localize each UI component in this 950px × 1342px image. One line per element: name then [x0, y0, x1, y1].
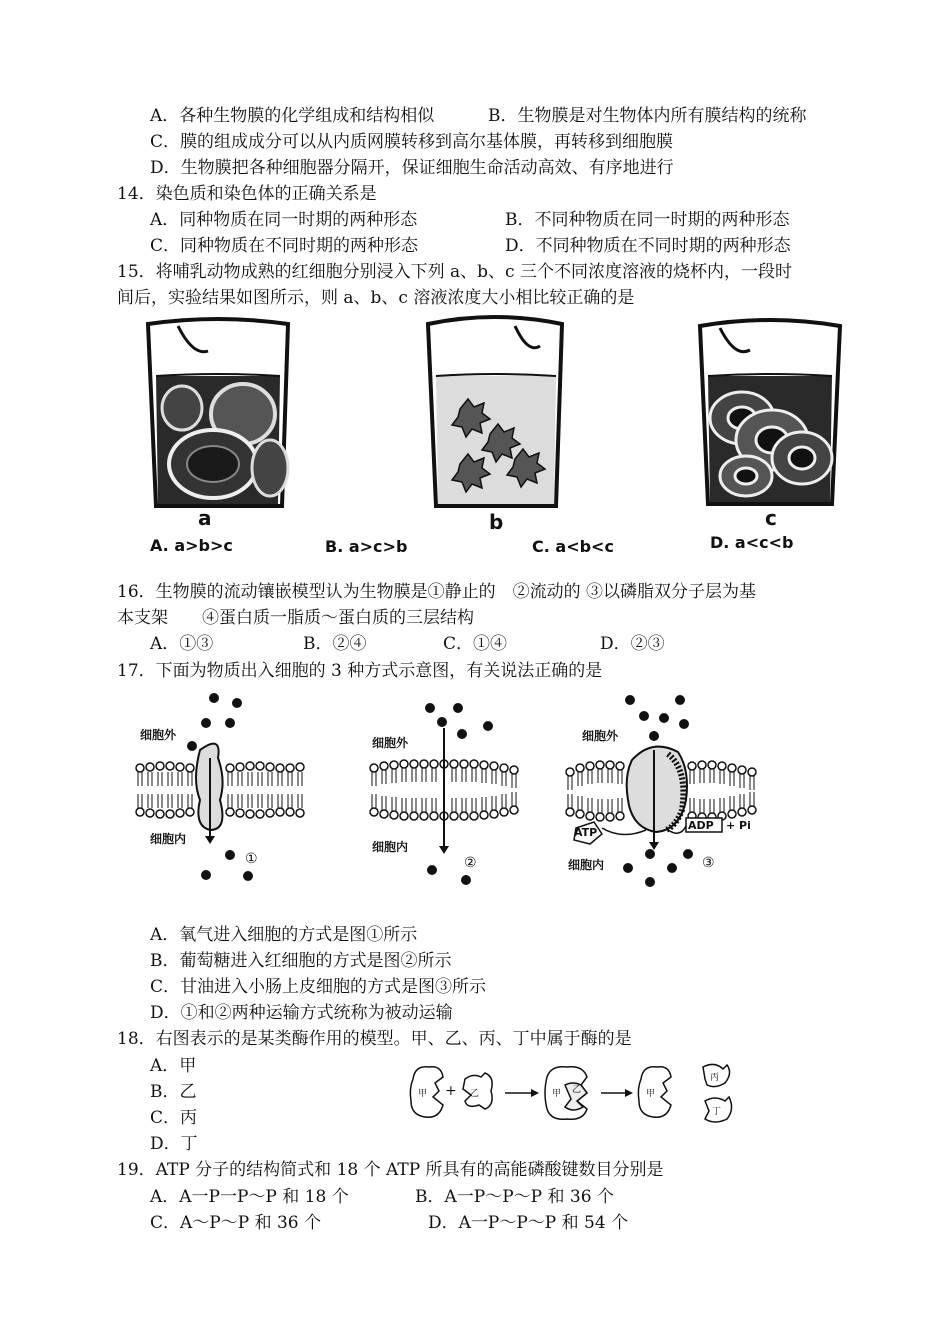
beaker-b [420, 314, 570, 514]
diagram1-outside-label: 细胞外 [140, 728, 177, 742]
q19-option-d: D．A一P～P～P 和 54 个 [428, 1213, 629, 1233]
diagram2-number: ② [464, 855, 477, 871]
diagram3-inside-label: 细胞内 [568, 858, 605, 872]
q14-option-b: B．不同种物质在同一时期的两种形态 [505, 210, 790, 230]
q16-option-c: C．①④ [443, 634, 508, 654]
transport-diagram-1 [130, 690, 320, 890]
q18-option-a: A．甲 [150, 1056, 197, 1076]
beaker-b-label: b [489, 510, 504, 534]
q19-option-a: A．A一P一P～P 和 18 个 [150, 1187, 349, 1207]
q18-option-b: B．乙 [150, 1082, 197, 1102]
q16-stem-line2: 本支架 ④蛋白质一脂质～蛋白质的三层结构 [117, 608, 474, 628]
product-ding-label: 丁 [712, 1107, 722, 1117]
enzyme-jia-label: 甲 [418, 1089, 428, 1099]
q13-option-b: B．生物膜是对生物体内所有膜结构的统称 [488, 106, 807, 126]
q16-option-d: D．②③ [600, 634, 665, 654]
q15-option-d: D. a<c<b [710, 533, 794, 552]
diagram1-inside-label: 细胞内 [150, 832, 187, 846]
q15-option-b: B. a>c>b [325, 537, 408, 556]
q13-option-a: A．各种生物膜的化学组成和结构相似 [150, 106, 435, 126]
q17-option-b: B．葡萄糖进入红细胞的方式是图②所示 [150, 951, 452, 971]
atp-label: ATP [574, 826, 598, 839]
diagram3-outside-label: 细胞外 [582, 729, 619, 743]
product-bing-label: 丙 [710, 1073, 720, 1083]
pi-label: + Pi [726, 819, 751, 832]
beaker-a [138, 316, 298, 516]
q18-stem: 18．右图表示的是某类酶作用的模型。甲、乙、丙、丁中属于酶的是 [117, 1029, 632, 1049]
q17-option-c: C．甘油进入小肠上皮细胞的方式是图③所示 [150, 977, 487, 997]
transport-diagram-2 [362, 700, 532, 890]
q17-stem: 17．下面为物质出入细胞的 3 种方式示意图，有关说法正确的是 [117, 661, 603, 681]
q19-option-c: C．A～P～P 和 36 个 [150, 1213, 322, 1233]
q15-option-c: C. a<b<c [532, 537, 614, 556]
enzyme-jia-label-2: 甲 [646, 1089, 656, 1099]
q18-option-c: C．丙 [150, 1108, 198, 1128]
diagram2-inside-label: 细胞内 [372, 840, 409, 854]
q17-option-a: A．氧气进入细胞的方式是图①所示 [150, 925, 418, 945]
beaker-c [690, 318, 850, 513]
diagram2-outside-label: 细胞外 [372, 736, 409, 750]
q18-option-d: D．丁 [150, 1134, 198, 1154]
q14-option-a: A．同种物质在同一时期的两种形态 [150, 210, 418, 230]
q17-option-d: D．①和②两种运输方式统称为被动运输 [150, 1003, 453, 1023]
q16-option-b: B．②④ [303, 634, 367, 654]
enzyme-complex-yi-label: 乙 [572, 1085, 582, 1095]
beaker-a-label: a [198, 506, 212, 530]
q13-option-d: D．生物膜把各种细胞器分隔开，保证细胞生命活动高效、有序地进行 [150, 158, 674, 178]
diagram3-number: ③ [702, 855, 715, 871]
q13-option-c: C．膜的组成成分可以从内质网膜转移到高尔基体膜，再转移到细胞膜 [150, 132, 674, 152]
q19-stem: 19．ATP 分子的结构简式和 18 个 ATP 所具有的高能磷酸键数目分别是 [117, 1160, 664, 1180]
beaker-c-label: c [765, 506, 777, 530]
q15-option-a: A. a>b>c [150, 536, 233, 555]
enzyme-plus-sign: + [445, 1083, 457, 1099]
q15-stem-line1: 15．将哺乳动物成熟的红细胞分别浸入下列 a、b、c 三个不同浓度溶液的烧杯内，一段时 [117, 262, 792, 282]
q15-stem-line2: 间后，实验结果如图所示，则 a、b、c 溶液浓度大小相比较正确的是 [117, 288, 635, 308]
q16-stem-line1: 16．生物膜的流动镶嵌模型认为生物膜是①静止的 ②流动的 ③以磷脂双分子层为基 [117, 582, 757, 602]
q19-option-b: B．A一P～P～P 和 36 个 [415, 1187, 614, 1207]
enzyme-yi-label: 乙 [470, 1089, 480, 1099]
q14-stem: 14．染色质和染色体的正确关系是 [117, 184, 377, 204]
enzyme-complex-jia-label: 甲 [552, 1089, 562, 1099]
diagram1-number: ① [245, 851, 258, 867]
q14-option-d: D．不同种物质在不同时期的两种形态 [505, 236, 791, 256]
q14-option-c: C．同种物质在不同时期的两种形态 [150, 236, 419, 256]
q16-option-a: A．①③ [150, 634, 214, 654]
adp-label: ADP [688, 819, 714, 832]
